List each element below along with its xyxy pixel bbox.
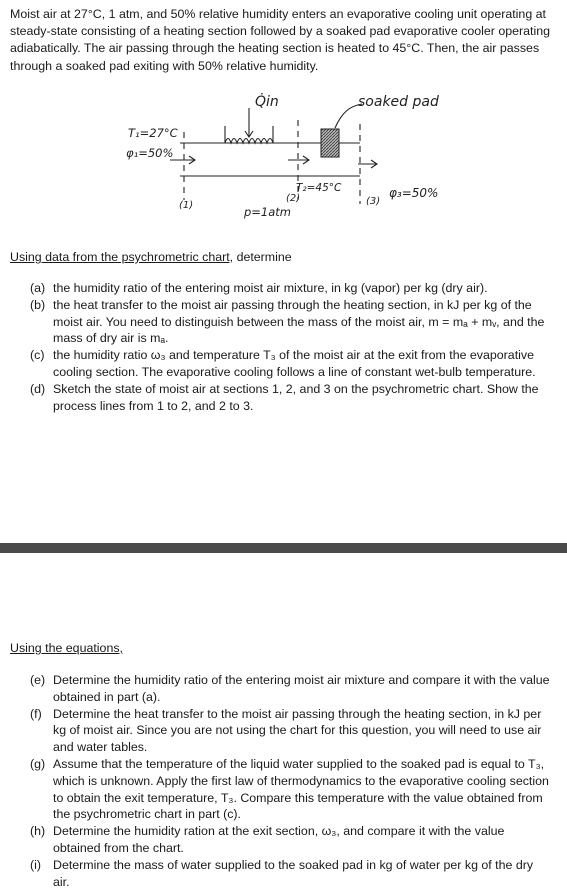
- question-label: (f): [30, 706, 42, 721]
- question-d: [30, 381, 550, 415]
- question-text: Determine the humidity ration at the exit section, ω₃, and compare it with the value obtained from the chart.: [53, 824, 505, 855]
- question-text: the humidity ratio ω₃ and temperature T₃ of the moist air at the exit from the evaporative cooling section. The evaporative cooling follows a line of constant wet-bulb temperature.: [53, 348, 536, 379]
- heated-temperature-label: T₂=45°C: [296, 182, 342, 194]
- question-i: [30, 857, 550, 891]
- heat-input-label: Q̇in: [255, 94, 279, 110]
- question-label: (i): [30, 857, 42, 872]
- state-2-label: (2): [286, 193, 301, 204]
- question-text: the heat transfer to the moist air passing through the heating section, in kJ per kg of the moist air. You need to distinguish between the mass of the moist air, m = mₐ + mᵥ, and the mass of dry air is mₐ.: [53, 297, 545, 346]
- question-text: Determine the humidity ratio of the entering moist air mixture and compare it with the value obtained in part (a).: [53, 673, 550, 704]
- problem-statement: Moist air at 27°C, 1 atm, and 50% relative humidity enters an evaporative cooling unit operating at steady-state consisting of a heating section followed by a soaked pad evaporative cooler operating adiabatically. The air passing through the heating section is heated to 45°C. Then, the air passes through a soaked pad exiting with 50% relative humidity.: [10, 7, 551, 73]
- question-a: [30, 280, 550, 297]
- question-text: the humidity ratio of the entering moist air mixture, in kg (vapor) per kg (dry air).: [53, 281, 488, 295]
- question-label: (h): [30, 824, 46, 839]
- inlet-humidity-label: φ₁=50%: [126, 146, 174, 160]
- question-text: Determine the heat transfer to the moist air passing through the heating section, in kJ per kg of moist air. Since you are not using the chart for this question, you will need to use air and water tables.: [53, 706, 542, 755]
- question-label: (c): [30, 348, 45, 363]
- question-label: (a): [30, 281, 46, 295]
- question-h: [30, 823, 550, 857]
- question-text: Sketch the state of moist air at sections 1, 2, and 3 on the psychrometric chart. Show the process lines from 1 to 2, and 2 to 3.: [53, 381, 539, 413]
- page-divider: [0, 543, 567, 553]
- equation-questions-list: [30, 672, 550, 890]
- exit-humidity-label: φ₃=50%: [389, 186, 439, 200]
- question-label: (b): [30, 297, 46, 312]
- chart-section-heading-rest: determine: [233, 250, 292, 264]
- question-text: Determine the mass of water supplied to the soaked pad in kg of water per kg of the dry air.: [53, 857, 534, 889]
- chart-section-heading: [10, 250, 292, 264]
- pressure-label: p=1atm: [244, 205, 292, 219]
- question-label: (e): [30, 673, 46, 687]
- state-1-label: (1): [179, 200, 194, 211]
- soaked-pad-label: soaked pad: [358, 94, 439, 110]
- question-c: [30, 347, 550, 381]
- question-label: (g): [30, 756, 46, 771]
- chart-questions-list: [30, 280, 550, 414]
- question-e: [30, 672, 550, 706]
- equation-section-heading: Using the equations,: [10, 641, 123, 655]
- question-b: [30, 297, 550, 347]
- chart-section-heading-underlined: Using data from the psychrometric chart,: [10, 250, 234, 264]
- cooling-unit-sketch: [20, 96, 440, 226]
- question-text: Assume that the temperature of the liquid water supplied to the soaked pad is equal to T₃, which is unknown. Apply the first law of thermodynamics to the evaporative cooling section to obtain the exit temperature, T₃. Compare this temperature with the value obtained from the psychrometric chart in part (c).: [53, 756, 549, 822]
- inlet-temperature-label: T₁=27°C: [128, 126, 178, 140]
- question-g: [30, 756, 550, 823]
- question-label: (d): [30, 381, 46, 396]
- state-3-label: (3): [366, 196, 381, 207]
- question-f: [30, 706, 550, 756]
